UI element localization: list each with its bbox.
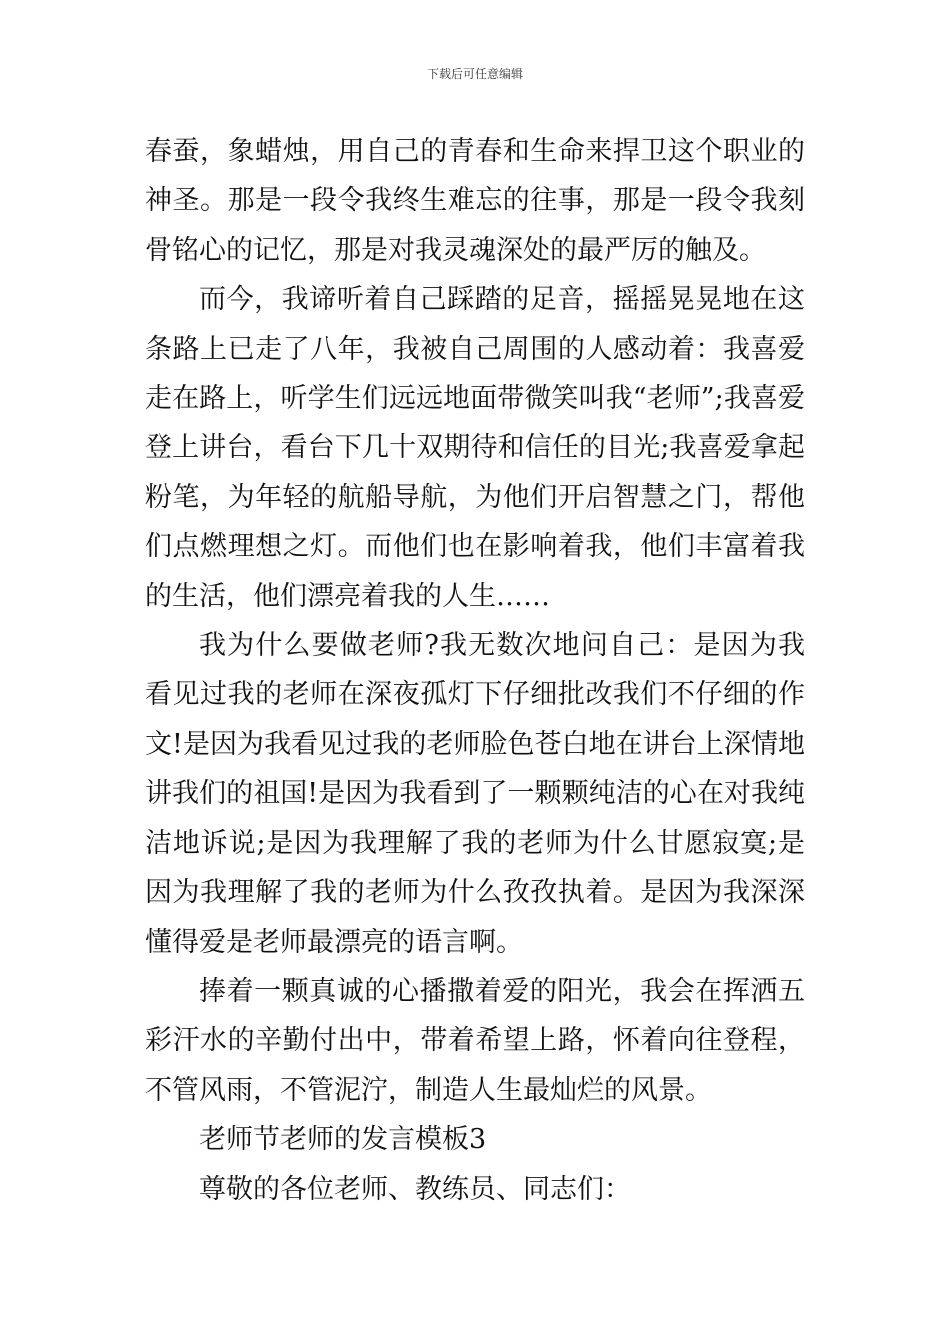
paragraph-walking-path: 而今，我谛听着自己踩踏的足音，摇摇晃晃地在这条路上已走了八年，我被自己周围的人感动着：我喜爱走在路上，听学生们远远地面带微笑叫我“老师”;我喜爱登上讲台，看台下几十双期待和信任的目光;我喜爱拿起粉笔，为年轻的航船导航，为他们开启智慧之门，帮他们点燃理想之灯。而他们也在影响着我，他们丰富着我的生活，他们漂亮着我的人生…… <box>145 284 805 612</box>
salutation: 尊敬的各位老师、教练员、同志们： <box>199 1173 631 1205</box>
header-note: 下载后可任意编辑 <box>426 67 523 81</box>
paragraph-sincere-heart: 捧着一颗真诚的心播撒着爱的阳光，我会在挥洒五彩汗水的辛勤付出中，带着希望上路，怀着向往登程，不管风雨，不管泥泞，制造人生最灿烂的风景。 <box>145 975 805 1106</box>
paragraph-continuation: 春蚕，象蜡烛，用自己的青春和生命来捍卫这个职业的神圣。那是一段令我终生难忘的往事，那是一段令我刻骨铭心的记忆，那是对我灵魂深处的最严厉的触及。 <box>145 136 805 266</box>
section-heading: 老师节老师的发言模板3 <box>199 1124 487 1156</box>
paragraph-why-teacher: 我为什么要做老师?我无数次地问自己：是因为我看见过我的老师在深夜孤灯下仔细批改我们不仔细的作文!是因为我看见过我的老师脸色苍白地在讲台上深情地讲我们的祖国!是因为我看到了一颗颗纯洁的心在对我纯洁地诉说;是因为我理解了我的老师为什么甘愿寂寞;是因为我理解了我的老师为什么孜孜执着。是因为我深深懂得爱是老师最漂亮的语言啊。 <box>145 630 805 958</box>
document-body <box>145 127 805 1214</box>
